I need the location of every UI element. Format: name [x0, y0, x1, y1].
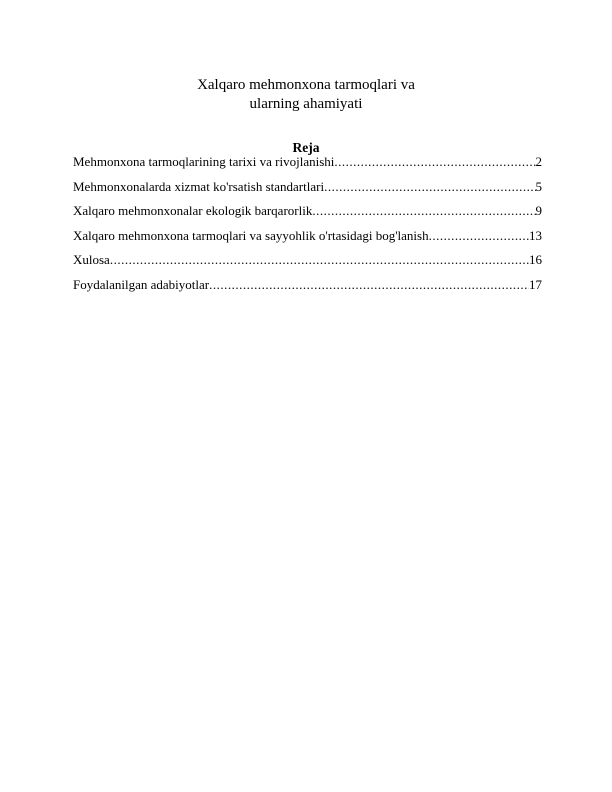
toc-dot-leader — [110, 252, 529, 268]
toc-entry-label: Xalqaro mehmonxona tarmoqlari va sayyohlik o'rtasidagi bog'lanish — [73, 227, 429, 243]
toc-entry-page-number: 5 — [535, 178, 542, 194]
toc-entry-label: Mehmonxona tarmoqlarining tarixi va rivojlanishi — [73, 154, 335, 169]
toc-dot-leader — [324, 179, 535, 195]
toc-dot-leader — [312, 203, 535, 219]
title-line-1: Xalqaro mehmonxona tarmoqlari va — [197, 77, 415, 93]
toc-entry-page-number: 9 — [535, 203, 542, 218]
toc-entry[interactable] — [73, 179, 542, 204]
toc-entry-label: Xalqaro mehmonxonalar ekologik barqarorlik — [73, 203, 313, 218]
title-line-2: ularning ahamiyati — [249, 96, 363, 112]
toc-entry-page-number: 2 — [535, 154, 542, 169]
toc-entry[interactable] — [73, 228, 542, 253]
table-of-contents — [73, 154, 542, 301]
toc-entry[interactable] — [73, 252, 542, 277]
toc-entry-label: Xulosa — [73, 252, 110, 267]
toc-dot-leader — [429, 228, 529, 244]
toc-heading: Reja — [292, 140, 320, 155]
toc-entry[interactable] — [73, 277, 542, 302]
toc-entry-page-number: 17 — [529, 276, 542, 292]
toc-entry-label: Mehmonxonalarda xizmat ko'rsatish standartlari — [73, 178, 325, 194]
toc-entry[interactable] — [73, 203, 542, 228]
toc-entry-label: Foydalanilgan adabiyotlar — [73, 276, 210, 292]
toc-entry-page-number: 16 — [529, 252, 542, 267]
toc-entry[interactable] — [73, 154, 542, 179]
toc-dot-leader — [209, 277, 529, 293]
toc-entry-page-number: 13 — [529, 227, 542, 243]
toc-dot-leader — [334, 154, 535, 170]
document-title — [0, 76, 612, 114]
